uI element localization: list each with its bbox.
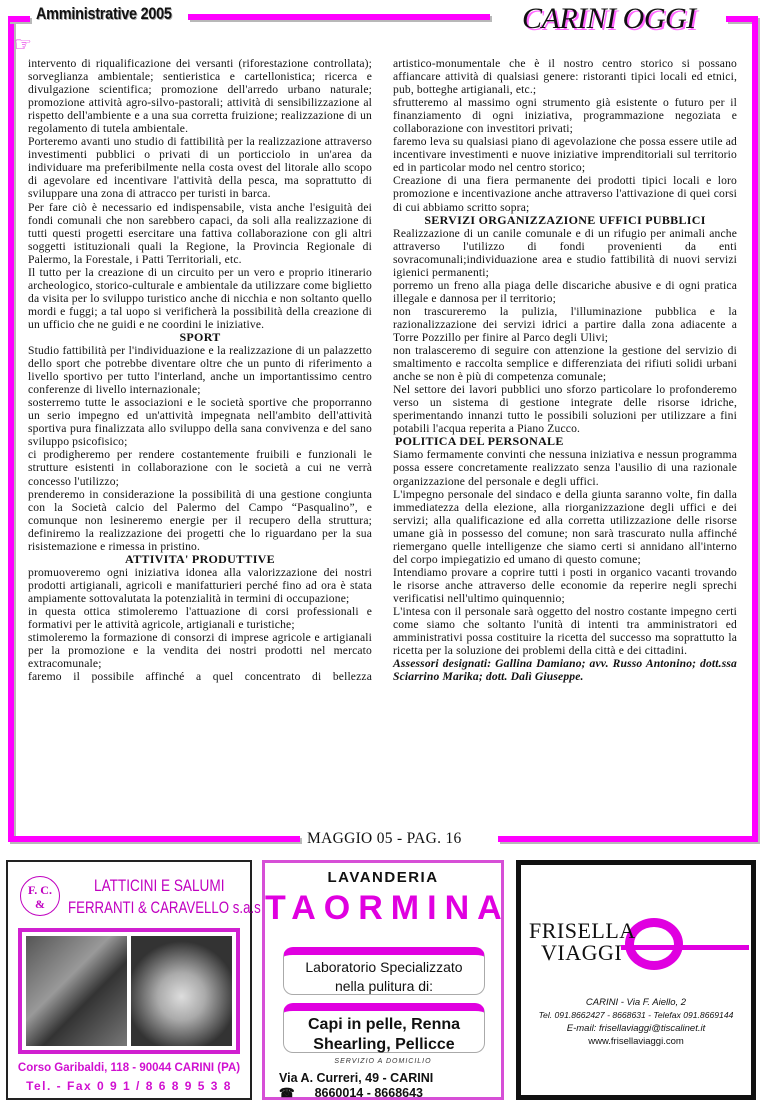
pointing-hand-icon: ☞ <box>14 34 32 56</box>
monogram-text: F. C. <box>28 883 52 897</box>
paragraph: porremo un freno alla piaga delle discariche abusive e di ogni pratica illegale e dannosa per il territorio; <box>393 278 737 305</box>
frame-bottom-right-bar <box>498 836 758 842</box>
frame-top-left-stub <box>8 16 30 22</box>
name-line: FRISELLA <box>529 918 636 943</box>
ad-website: www.frisellaviaggi.com <box>588 1036 684 1047</box>
paragraph: promuoveremo ogni iniziativa idonea alla valorizzazione dei nostri prodotti artigianali, agricoli e manifatturieri perché fino ad ora è stata ampiamente sottovalutata la potenzialità in termini di occupazione; <box>28 565 372 605</box>
ad-email: E-mail: frisellaviaggi@tiscalinet.it <box>566 1023 706 1034</box>
article-column-right <box>393 57 737 683</box>
paragraph: Nel settore dei lavori pubblici uno sforzo particolare lo profonderemo verso un sistema di gestione integrate delle risorse idriche, sperimentando innanzi tutto le possibili soluzioni per utilizzare a fini potabili l'acqua reperita a Piano Zucco. <box>393 383 737 436</box>
product-photos <box>18 928 240 1054</box>
paragraph: Siamo fermamente convinti che nessuna iniziativa e nessun programma possa essere concretamente realizzato senza l'ausilio di una razionale organizzazione del personale e degli uffici. <box>393 448 737 488</box>
ad-name: TAORMINA <box>265 889 510 927</box>
box-line: Shearling, Pellicce <box>313 1036 455 1053</box>
ad-address: Corso Garibaldi, 118 - 90044 CARINI (PA) <box>17 1062 241 1074</box>
salumi-photo <box>26 936 127 1046</box>
paragraph: in questa ottica stimoleremo l'attuazione di corsi professionali e formativi per le attività agricole, artigianali e turistiche; <box>28 604 372 632</box>
latticini-photo <box>131 936 232 1046</box>
box-line: Laboratorio Specializzato <box>305 959 463 975</box>
paragraph: L'intesa con il personale sarà oggetto del nostro costante impegno certi come siamo che soltanto l'unità di intenti tra amministratori ed amministrativi possa costituire la ricetta del successo ma soprattutto la ricetta per la soluzione dei problemi della città e dei cittadini. <box>393 604 737 658</box>
monogram-ampersand: & <box>35 897 45 911</box>
section-heading: SERVIZI ORGANIZZAZIONE UFFICI PUBBLICI <box>424 212 706 227</box>
paragraph: non trascureremo la pulizia, l'illuminazione pubblica e la razionalizzazione dei servizi idrici a partire dalla zona adiacente a Torre Pozzillo per finire al Parco degli Ulivi; <box>393 304 737 344</box>
box-line: nella pulitura di: <box>334 978 434 994</box>
paragraph: sfrutteremo al massimo ogni strumento già esistente o futuro per il finanziamento di ogni iniziativa, programmazione negoziata e collaborazione con investitori privati; <box>393 96 737 136</box>
frame-top-bar <box>188 14 490 20</box>
ad-phone: 8660014 - 8668643 <box>314 1086 424 1100</box>
ad-service-note: SERVIZIO A DOMICILIO <box>334 1058 432 1065</box>
paragraph: Per fare ciò è necessario ed indispensabile, vista anche l'esiguità dei fondi comunali che non sarebbero capaci, da soli alla realizzazione di tutti questi progetti esercitare una fattiva collaborazione con gli altri soggetti istituzionali quali la Regione, la Provincia Regionale di Palermo, la Forestale, i Patti Territoriali, etc. <box>28 200 372 266</box>
paragraph: artistico-monumentale che è il nostro centro storico si possano affiancare attività di qualsiasi genere: ristoranti tipici locali ed etnici, pub, botteghe artigianali, etc.; <box>393 57 737 97</box>
box-line: Capi in pelle, Renna <box>307 1016 461 1033</box>
telephone-icon: ☎ <box>279 1086 295 1100</box>
section-heading: POLITICA DEL PERSONALE <box>395 434 564 449</box>
name-line: VIAGGI <box>541 940 623 965</box>
ad-frisella-viaggi <box>516 860 756 1100</box>
paragraph: sosterremo tutte le associazioni e le società sportive che proporranno un serio impegno ed un'attività impegnata nell'ambito dell'attività sportiva pura finalizzata allo sviluppo della sana convivenza e del sano sviluppo psicofisico; <box>28 396 372 449</box>
ad-phone: Tel. - Fax 0 9 1 / 8 6 8 9 5 3 8 <box>26 1079 232 1093</box>
ad-company-name: FERRANTI & CARAVELLO s.a.s <box>68 898 261 917</box>
ad-service-box <box>283 947 485 995</box>
article-column-left <box>28 57 372 683</box>
ad-lavanderia-taormina <box>262 860 510 1100</box>
paragraph: Il tutto per la creazione di un circuito per un vero e proprio itinerario archeologico, storico-culturale e ambientale da utilizzare come biglietto da visita per lo sviluppo turistico anche di nicchia e non soltanto quello mordi e fuggi; a tal uopo si verificherà la possibilità della creazione di un ufficio che ne guidi e ne coordini le iniziative. <box>28 265 372 331</box>
section-heading: SPORT <box>179 329 221 344</box>
paragraph: Realizzazione di un canile comunale e di un rifugio per animali anche attraverso l'utilizzo di fondi provenienti da enti sovracomunali;individuazione area e studio fattibilità di nuovi servizi igienici permanenti; <box>393 226 737 279</box>
paragraph: stimoleremo la formazione di consorzi di imprese agricole e artigianali per la promozione e la vendita dei nostri prodotti nel mercato extracomunale; <box>28 631 372 671</box>
ad-phones: Tel. 091.8662427 - 8668631 - Telefax 091.8669144 <box>538 1010 734 1020</box>
paragraph: ci prodigheremo per rendere costantemente fruibili e funzionali le strutture esistenti in collaborazione con le società a cui ne verrà concesso l'utilizzo; <box>28 448 372 488</box>
ad-phone-row <box>279 1085 423 1100</box>
ad-address: Via A. Curreri, 49 - CARINI <box>279 1071 434 1085</box>
ad-title: LAVANDERIA <box>327 869 439 886</box>
section-title: Amministrative 2005 <box>36 4 172 23</box>
paragraph: Porteremo avanti uno studio di fattibilità per la realizzazione attraverso investimenti pubblici o privati di un porticciolo in un'area da individuare ma preferibilmente nella costa ovest del litorale allo scopo di agevolare ed incentivare l'attività della pesca, ma soprattutto di sviluppare una zona di attracco per turisti in barca. <box>28 135 372 201</box>
ad-items-box <box>283 1003 485 1053</box>
paragraph: faremo leva su qualsiasi piano di agevolazione che possa essere utile ad incentivare investimenti e nuove iniziative imprenditoriali sul territorio ed in particolar modo nel centro storico; <box>393 135 737 175</box>
frame-right-bar <box>752 16 758 842</box>
assessori-signature: Assessori designati: Gallina Damiano; avv. Russo Antonino; dott.ssa Sciarrino Marika; dott. Dalì Giuseppe. <box>393 657 737 684</box>
ad-company-name <box>529 920 636 964</box>
paragraph: L'impegno personale del sindaco e della giunta saranno volte, fin dalla immediatezza della elezione, alla riorganizzazione degli uffici e dei servizi; alla qualificazione ed alla corretta utilizzazione delle risorse umane già in possesso del comune; non sarà trascurato nulla affinché riemergano quelle intelligenze che siamo certi si annidano all'interno del corpo impiegatizio ed umano di questo comune; <box>393 487 737 566</box>
fc-monogram-logo <box>20 876 60 916</box>
newspaper-logo: CARINI OGGI <box>522 2 696 35</box>
frame-bottom-left-bar <box>8 836 300 842</box>
ad-ferranti-caravello <box>6 860 261 1100</box>
paragraph: intervento di riqualificazione dei versanti (riforestazione controllata); sorveglianza ambientale; sentieristica e cartellonistica; ricerca e divulgazione scientifica; promozione dell'arredo urbano naturale; promozione attività agro-silvo-pastorali; attività di sensibilizzazione al rispetto dell'ambiente e a una sua corretta fruizione; realizzazione di un regolamento di tutela ambientale. <box>28 57 372 136</box>
paragraph: non tralasceremo di seguire con attenzione la gestione del servizio di smaltimento e raccolta semplice e differenziata dei rifiuti solidi urbani anche se non è più di competenza comunale; <box>393 344 737 384</box>
paragraph: Intendiamo provare a coprire tutti i posti in organico vacanti trovando le risorse anche attraverso delle economie da reperire negli sprechi verificatisi nell'ultimo quinquennio; <box>393 565 737 605</box>
ad-address: CARINI - Via F. Aiello, 2 <box>585 997 687 1008</box>
page-number: MAGGIO 05 - PAG. 16 <box>307 830 462 847</box>
paragraph: Creazione di una fiera permanente dei prodotti tipici locali e loro promozione e incentivazione anche attraverso l'attivazione di quei corsi di cui abbiamo scritto sopra; <box>393 174 737 214</box>
paragraph: Studio fattibilità per l'individuazione e la realizzazione di un palazzetto dello sport che potrebbe diventare oltre che un punto di riferimento a livello sportivo per tutto l'interland, anche un importantissimo centro conferenze di livello internazionale; <box>28 344 372 397</box>
paragraph: faremo il possibile affinché a quel concentrato di bellezza <box>28 670 372 684</box>
paragraph: prenderemo in considerazione la possibilità di una gestione congiunta con la Società calcio del Palermo del Campo “Pasqualino”, e comunque non lesineremo energie per il recupero della struttura; definiremo la realizzazione dei progetti che lo riguardano per la sua risistemazione e rimessa in pristino. <box>28 487 372 553</box>
section-heading: ATTIVITA' PRODUTTIVE <box>125 551 275 566</box>
ad-tagline: LATTICINI E SALUMI <box>94 876 225 895</box>
frame-left-bar <box>8 16 14 842</box>
